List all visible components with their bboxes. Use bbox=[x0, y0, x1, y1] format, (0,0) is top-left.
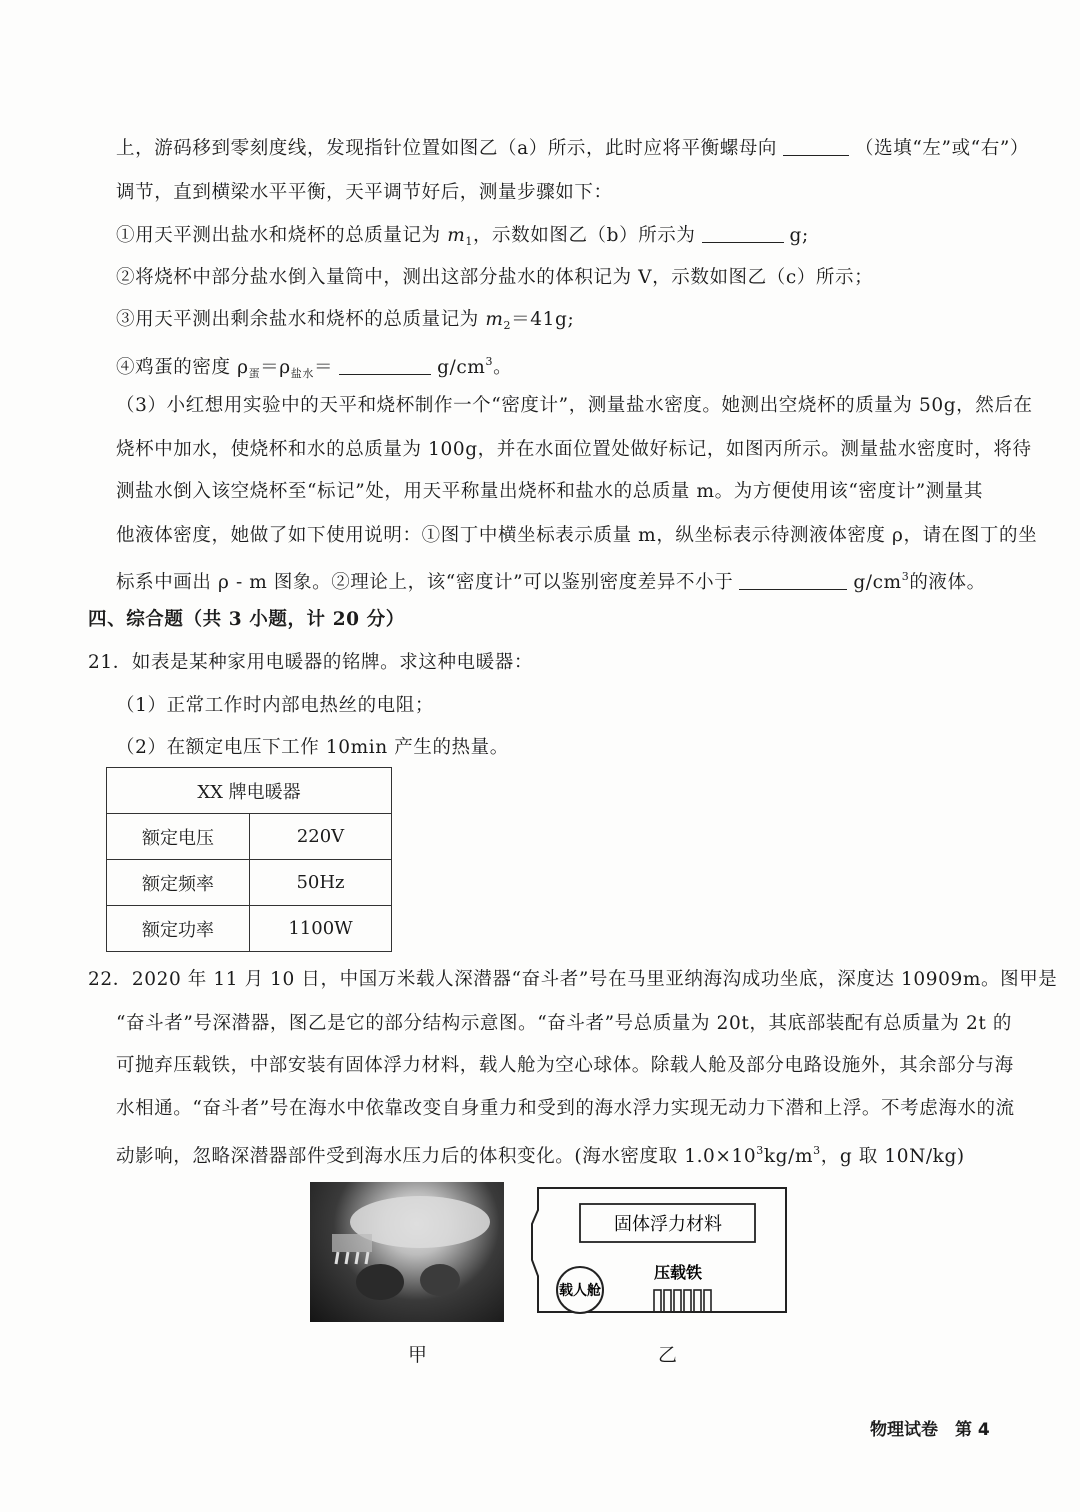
text: g/cm bbox=[853, 572, 902, 593]
text-line: 他液体密度，她做了如下使用说明：①图丁中横坐标表示质量 m，纵坐标表示待测液体密度 ρ，请在图丁的坐 bbox=[116, 525, 1038, 546]
text-line bbox=[116, 1139, 965, 1169]
nameplate-table bbox=[106, 767, 392, 952]
text: 标系中画出 ρ - m 图象。②理论上，该“密度计”可以鉴别密度差异不小于 bbox=[116, 572, 734, 593]
text-line: 水相通。“奋斗者”号在海水中依靠改变自身重力和受到的海水浮力实现无动力下潜和上浮。不考虑海水的流 bbox=[116, 1098, 1015, 1119]
text-line: ②将烧杯中部分盐水倒入量筒中，测出这部分盐水的体积记为 V，示数如图乙（c）所示； bbox=[116, 267, 874, 288]
text: g; bbox=[789, 225, 809, 246]
text: 动影响，忽略深潜器部件受到海水压力后的体积变化。(海水密度取 1.0×10 bbox=[116, 1146, 757, 1167]
text: 的液体。 bbox=[909, 572, 986, 593]
text: ①用天平测出盐水和烧杯的总质量记为 bbox=[116, 225, 448, 246]
text: ＝ρ bbox=[260, 357, 291, 378]
subscript: 1 bbox=[465, 235, 473, 248]
superscript: 3 bbox=[756, 1144, 764, 1157]
figure-caption-b: 乙 bbox=[658, 1344, 678, 1366]
text-line: “奋斗者”号深潜器，图乙是它的部分结构示意图。“奋斗者”号总质量为 20t，其底部装配有总质量为 2t 的 bbox=[116, 1013, 1012, 1034]
ballast-blocks bbox=[654, 1290, 711, 1312]
text: ③用天平测出剩余盐水和烧杯的总质量记为 bbox=[116, 309, 486, 330]
table-label: 额定频率 bbox=[107, 860, 250, 906]
text-line bbox=[116, 350, 512, 386]
text: ④鸡蛋的密度 ρ bbox=[116, 357, 249, 378]
question-22: 22．2020 年 11 月 10 日，中国万米载人深潜器“奋斗者”号在马里亚纳海沟成功坐底，深度达 10909m。图甲是 bbox=[88, 969, 1058, 990]
table-title: XX 牌电暖器 bbox=[107, 768, 392, 814]
question-21: 21．如表是某种家用电暖器的铭牌。求这种电暖器： bbox=[88, 652, 533, 673]
math-var: m bbox=[485, 309, 504, 330]
text-line: （3）小红想用实验中的天平和烧杯制作一个“密度计”，测量盐水密度。她测出空烧杯的质量为 50g，然后在 bbox=[116, 395, 1033, 416]
subscript: 2 bbox=[503, 319, 512, 332]
table-label: 额定电压 bbox=[107, 814, 250, 860]
text-line bbox=[116, 308, 574, 338]
question-21-part-2: （2）在额定电压下工作 10min 产生的热量。 bbox=[116, 737, 509, 758]
text: 。 bbox=[493, 357, 513, 378]
subscript: 盐水 bbox=[290, 367, 314, 380]
text: ，示数如图乙（b）所示为 bbox=[472, 225, 696, 246]
text: kg/m bbox=[763, 1146, 814, 1167]
table-label: 额定功率 bbox=[107, 906, 250, 952]
text: g/cm bbox=[437, 357, 486, 378]
ballast-label: 压载铁 bbox=[653, 1263, 703, 1282]
superscript: 3 bbox=[813, 1144, 821, 1157]
text: 上，游码移到零刻度线，发现指针位置如图乙（a）所示，此时应将平衡螺母向 bbox=[116, 138, 778, 159]
text-line bbox=[116, 224, 809, 254]
submersible-photo-illustration bbox=[310, 1182, 504, 1322]
section-heading: 四、综合题（共 3 小题，计 20 分） bbox=[88, 609, 405, 630]
page-footer: 物理试卷 第 4 bbox=[870, 1420, 990, 1440]
math-var: m bbox=[447, 225, 466, 246]
text-line: 烧杯中加水，使烧杯和水的总质量为 100g，并在水面位置处做好标记，如图丙所示。测量盐水密度时，将待 bbox=[116, 439, 1032, 460]
submersible-photo bbox=[310, 1182, 504, 1322]
cabin-label: 载人舱 bbox=[559, 1283, 601, 1299]
text-line: 调节，直到横梁水平平衡，天平调节好后，测量步骤如下： bbox=[116, 182, 613, 203]
text-line bbox=[116, 565, 986, 595]
superscript: 3 bbox=[485, 355, 494, 368]
structure-diagram bbox=[518, 1180, 818, 1330]
figure-caption-a: 甲 bbox=[408, 1344, 428, 1366]
table-title-row bbox=[107, 768, 392, 814]
answer-blank bbox=[739, 571, 847, 590]
text: ＝ bbox=[313, 357, 334, 378]
text-line: 可抛弃压载铁，中部安装有固体浮力材料，载人舱为空心球体。除载人舱及部分电路设施外，其余部分与海 bbox=[116, 1055, 1014, 1076]
text-line: 测盐水倒入该空烧杯至“标记”处，用天平称量出烧杯和盐水的总质量 m。为方便使用该“密度计”测量其 bbox=[116, 481, 984, 502]
text: （选填“左”或“右”） bbox=[855, 138, 1029, 159]
text: ，g 取 10N/kg) bbox=[820, 1146, 965, 1167]
superscript: 3 bbox=[901, 570, 910, 583]
table-value: 1100W bbox=[250, 906, 392, 952]
buoyancy-label: 固体浮力材料 bbox=[614, 1214, 722, 1235]
answer-blank bbox=[783, 137, 849, 156]
text: ＝41g; bbox=[511, 309, 575, 330]
text-line bbox=[116, 137, 1029, 161]
table-value: 220V bbox=[250, 814, 392, 860]
table-value: 50Hz bbox=[250, 860, 392, 906]
table-row bbox=[107, 860, 392, 906]
table-row bbox=[107, 906, 392, 952]
answer-blank bbox=[339, 356, 431, 375]
subscript: 蛋 bbox=[248, 367, 261, 380]
table-row bbox=[107, 814, 392, 860]
question-21-part-1: （1）正常工作时内部电热丝的电阻； bbox=[116, 695, 434, 716]
answer-blank bbox=[702, 224, 784, 243]
